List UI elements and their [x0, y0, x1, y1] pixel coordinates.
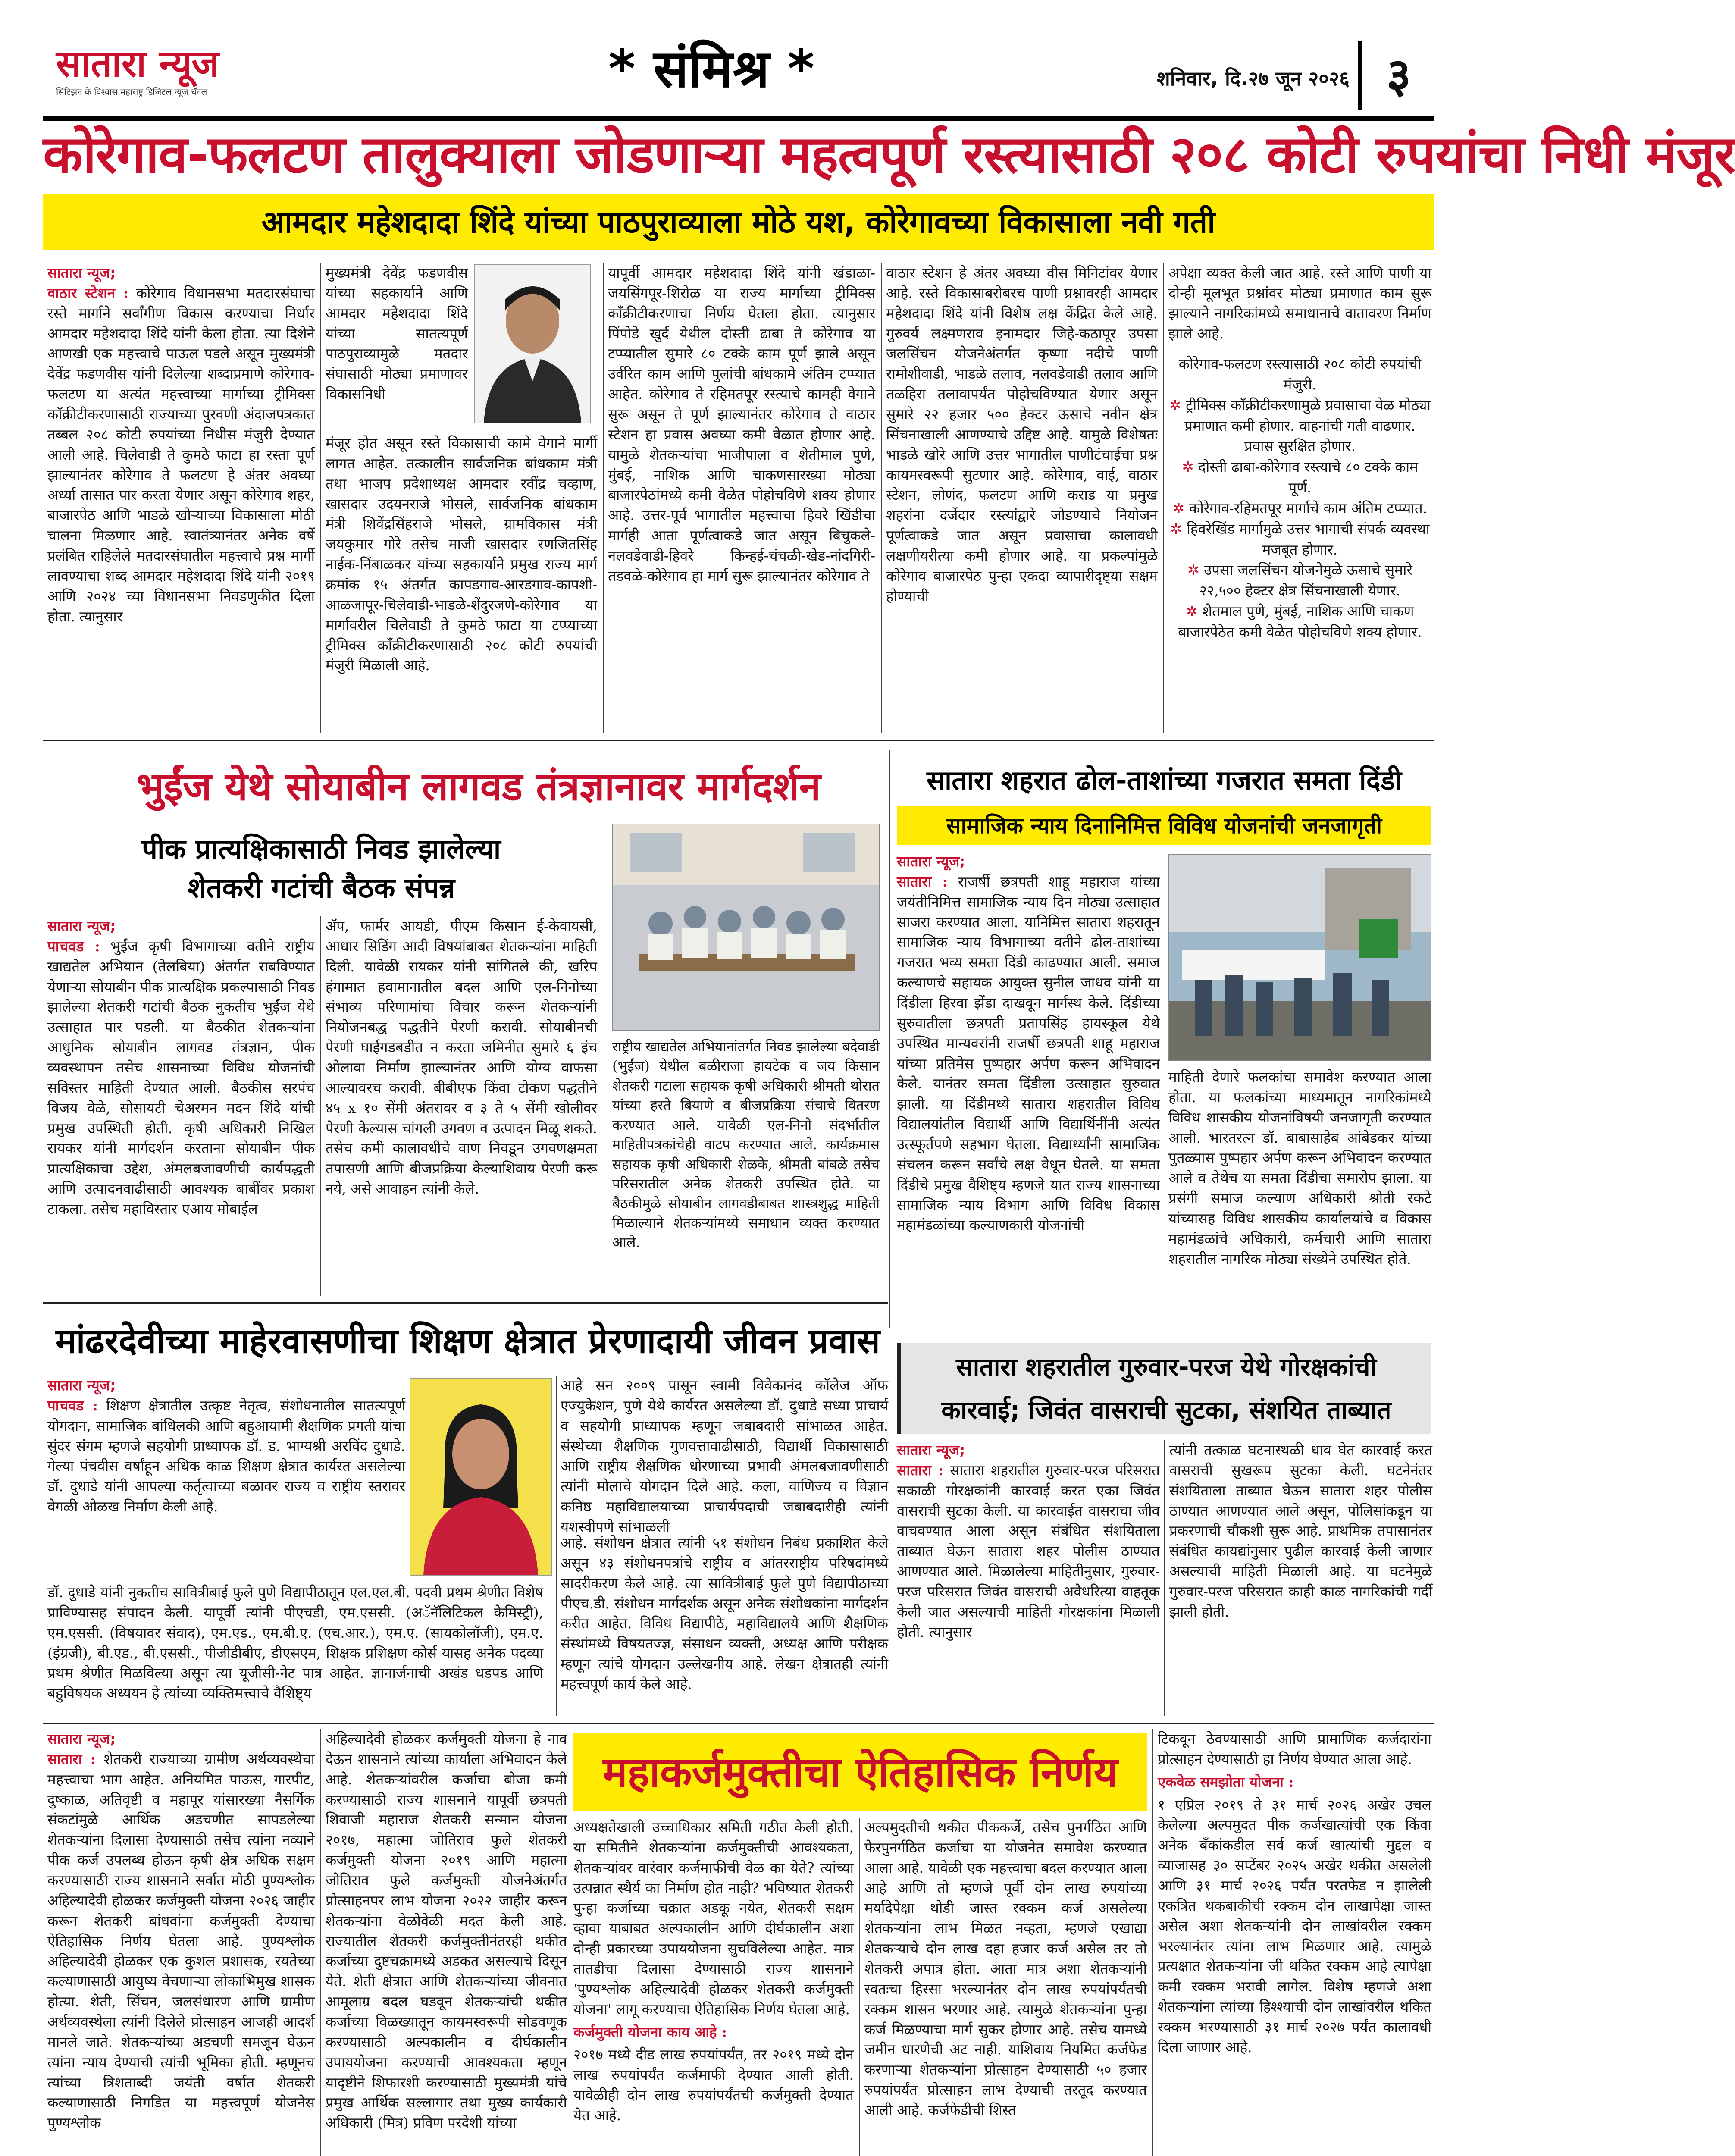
story3-subheadline: सामाजिक न्याय दिनानिमित्त विविध योजनांची जनजागृती	[897, 806, 1431, 845]
story6-column-5	[1158, 1729, 1431, 2156]
page-number: ३	[1358, 41, 1436, 110]
story1-byline: सातारा न्यूज;	[47, 264, 116, 281]
story5-headline: सातारा शहरातील गुरुवार-परज येथे गोरक्षकांची	[956, 1352, 1377, 1382]
highlight-item: ✲ शेतमाल पुणे, मुंबई, नाशिक आणि चाकण बाजारपेठेत कमी वेळेत पोहोचविणे शक्य होणार.	[1178, 603, 1422, 640]
story2-byline: सातारा न्यूज;	[47, 918, 116, 934]
story5-headline-2: कारवाई; जिवंत वासराची सुटका, संशयित ताब्यात	[941, 1395, 1391, 1425]
column-divider	[556, 1376, 557, 1716]
story3-column-2: माहिती देणारे फलकांचा समावेश करण्यात आला होता. या फलकांच्या माध्यमातून नागरिकांमध्ये विविध शासकीय योजनांविषयी जनजागृती करण्यात आली. भारतरत्न डॉ. बाबासाहेब आंबेडकर यांच्या पुतळ्यास पुष्पहार अर्पण करून अभिवादन करण्यात आले व तेथेच या समता दिंडीचा समारोप झाला. या प्रसंगी समाज कल्याण अधिकारी श्रोती रकटे यांच्यासह विविध शासकीय कार्यालयांचे व विकास महामंडळांचे अधिकारी, कर्मचारी आणि सातारा शहरातील नागरिक मोठ्या संख्येने उपस्थित होते.	[1168, 1069, 1431, 1267]
star-bullet-icon: ✲	[1170, 520, 1187, 537]
story3-byline: सातारा न्यूज;	[897, 853, 965, 870]
story6-text-3: अध्यक्षतेखाली उच्चाधिकार समिती गठीत केली होती. या समितीने शेतकऱ्यांना कर्जमुक्तीची आवश्यकता, शेतकऱ्यांवर वारंवार कर्जमाफीची वेळ का येते? त्यांच्या उत्पन्नात स्थैर्य का निर्माण होत नाही? भविष्यात शेतकरी पुन्हा कर्जाच्या चक्रात अडकू नयेत, शेतकरी सक्षम व्हावा याबाबत अल्पकालीन आणि दीर्घकालीन अशा दोन्ही प्रकारच्या उपाययोजना सुचविलेल्या आहेत. मात्र तातडीचा दिलासा देण्यासाठी राज्य शासनाने 'पुण्यश्लोक अहिल्यादेवी होळकर शेतकरी कर्जमुक्ती योजना' लागू करण्याचा ऐतिहासिक निर्णय घेतला आहे.	[573, 1819, 854, 2018]
story3-column-1	[897, 852, 1160, 1326]
story4-headline: मांढरदेवीच्या माहेरवासणीचा शिक्षण क्षेत्रात प्रेरणादायी जीवन प्रवास	[55, 1321, 880, 1361]
story4-column-2b: आहे. संशोधन क्षेत्रात त्यांनी ५१ संशोधन निबंध प्रकाशित केले असून ४३ संशोधनपत्रांचे राष्ट्रीय व आंतरराष्ट्रीय परिषदांमध्ये सादरीकरण केले आहे. त्या सावित्रीबाई फुले पुणे विद्यापीठाच्या पीएच.डी. संशोधन मार्गदर्शक असून अनेक संशोधकांना मार्गदर्शन करीत आहेत. विविध विद्यापीठे, महाविद्यालये आणि शैक्षणिक संस्थांमध्ये विषयतज्ज्ञ, संसाधन व्यक्ती, अध्यक्ष आणि परीक्षक म्हणून त्यांचे योगदान उल्लेखनीय आहे. लेखन क्षेत्रातही त्यांनी महत्त्वपूर्ण कार्य केले आहे.	[561, 1534, 888, 1693]
story6-subhead-1: कर्जमुक्ती योजना काय आहे :	[573, 2023, 727, 2040]
story4-text-1: शिक्षण क्षेत्रातील उत्कृष्ट नेतृत्व, संशोधनातील सातत्यपूर्ण योगदान, सामाजिक बांधिलकी आणि बहुआयामी शैक्षणिक प्रगती यांचा सुंदर संगम म्हणजे सहयोगी प्राध्यापक डॉ. ड. भाग्यश्री अरविंद दुधाडे. गेल्या पंचवीस वर्षांहून अधिक काळ शिक्षण क्षेत्रात कार्यरत असलेल्या डॉ. दुधाडे यांनी आपल्या कर्तृत्वाच्या बळावर राज्य व राष्ट्रीय स्तरावर वेगळी ओळख निर्माण केली आहे.	[47, 1397, 406, 1515]
story4-dateline: पाचवड :	[47, 1397, 98, 1414]
story1-dateline: वाठार स्टेशन :	[47, 284, 128, 301]
story5-byline: सातारा न्यूज;	[897, 1442, 965, 1458]
masthead-rule	[43, 116, 1434, 121]
story2-dateline: पाचवड :	[47, 937, 100, 955]
story6-byline: सातारा न्यूज;	[47, 1730, 116, 1747]
story2-headline: भुईंज येथे सोयाबीन लागवड तंत्रज्ञानावर मार्गदर्शन	[136, 764, 821, 809]
story2-photo-caption: राष्ट्रीय खाद्यतेल अभियानांतर्गत निवड झालेल्या बदेवाडी (भुईंज) येथील बळीराजा हायटेक व जय किसान शेतकरी गटाला सहायक कृषी अधिकारी श्रीमती थोरात यांच्या हस्ते बियाणे व बीजप्रक्रिया संचाचे वितरण करण्यात आले. यावेळी एल-निनो संदर्भातील माहितीपत्रकांचेही वाटप करण्यात आले. कार्यक्रमास सहायक कृषी अधिकारी शेळके, श्रीमती बांबळे तसेच परिसरातील अनेक शेतकरी उपस्थित होते. या बैठकीमुळे सोयाबीन लागवडीबाबत शास्त्रशुद्ध माहिती मिळाल्याने शेतकऱ्यांमध्ये समाधान व्यक्त करण्यात आले.	[612, 1038, 880, 1251]
column-divider	[1164, 1440, 1165, 1716]
column-divider	[881, 263, 882, 733]
story2-column-2: ॲप, फार्मर आयडी, पीएम किसान ई-केवायसी, आधार सिडिंग आदी विषयांबाबत शेतकऱ्यांना माहिती दिली. यावेळी रायकर यांनी सांगितले की, खरिप हंगामात हवामानातील बदल आणि एल-निनोच्या संभाव्य परिणामांचा विचार करून शेतकऱ्यांनी नियोजनबद्ध पद्धतीने पेरणी करावी. सोयाबीनची पेरणी घाईगडबडीत न करता जमिनीत सुमारे ६ इंच ओलावा निर्माण झाल्यानंतर आणि योग्य वाफसा आल्यावरच करावी. बीबीएफ किंवा टोकण पद्धतीने ४५ x १० सेंमी अंतरावर व ३ ते ५ सेंमी खोलीवर पेरणी केल्यास चांगली उगवण व उत्पादन मिळू शकते. तसेच कमी कालावधीचे वाण निवडून उगवणक्षमता तपासणी आणि बीजप्रक्रिया केल्याशिवाय पेरणी करू नये, असे आवाहन त्यांनी केले.	[326, 918, 597, 1197]
story4-byline: सातारा न्यूज;	[47, 1377, 116, 1394]
column-divider	[320, 916, 321, 1296]
highlight-item: ✲ उपसा जलसिंचन योजनेमुळे ऊसाचे सुमारे २२,५०० हेक्टर क्षेत्र सिंचनाखाली येणार.	[1187, 561, 1412, 599]
meeting-photo-image	[612, 824, 880, 1031]
highlight-item: ✲ हिवरेखिंड मार्गामुळे उत्तर भागाची संपर्क व्यवस्था मजबूत होणार.	[1170, 520, 1430, 558]
story1-column-1	[47, 263, 315, 737]
story1-headline: कोरेगाव-फलटण तालुक्याला जोडणाऱ्या महत्वपूर्ण रस्त्यासाठी २०८ कोटी रुपयांचा निधी मंजूर	[43, 125, 1735, 185]
story6-text-1: शेतकरी राज्याच्या ग्रामीण अर्थव्यवस्थेचा महत्त्वाचा भाग आहेत. अनियमित पाऊस, गारपीट, दुष्काळ, अतिवृष्टी व महापूर यांसारख्या नैसर्गिक संकटांमुळे आर्थिक अडचणीत सापडलेल्या शेतकऱ्यांना दिलासा देण्यासाठी तसेच त्यांना नव्याने पीक कर्ज उपलब्ध होऊन कृषी क्षेत्र अधिक सक्षम करण्यासाठी राज्य शासनाने सर्वात मोठी पुण्यश्लोक अहिल्यादेवी होळकर कर्जमुक्ती योजना २०२६ जाहीर करून शेतकरी बांधवांना कर्जमुक्ती देण्याचा ऐतिहासिक निर्णय घेतला आहे. पुण्यश्लोक अहिल्यादेवी होळकर एक कुशल प्रशासक, रयतेच्या कल्याणासाठी आयुष्य वेचणाऱ्या लोकाभिमुख शासक होत्या. शेती, सिंचन, जलसंधारण आणि ग्रामीण अर्थव्यवस्थेला त्यांनी दिलेले प्रोत्साहन आजही आदर्श मानले जाते. शेतकऱ्यांच्या अडचणी समजून घेऊन त्यांना न्याय देण्याची त्यांची भूमिका होती. म्हणूनच त्यांच्या त्रिशताब्दी जयंती वर्षात शेतकरी कल्याणासाठी निगडित या महत्त्वपूर्ण योजनेस पुण्यश्लोक	[47, 1750, 315, 2131]
column-divider	[320, 1729, 321, 2156]
author-portrait-image	[410, 1378, 552, 1576]
story6-headline: महाकर्जमुक्तीचा ऐतिहासिक निर्णय	[573, 1733, 1147, 1811]
story6-column-1	[47, 1729, 315, 2156]
issue-date: शनिवार, दि.२७ जून २०२६	[1156, 67, 1350, 90]
story6-text-5a: टिकवून ठेवण्यासाठी आणि प्रामाणिक कर्जदारांना प्रोत्साहन देण्यासाठी हा निर्णय घेण्यात आला आहे.	[1158, 1730, 1431, 1767]
story6-column-2: अहिल्यादेवी होळकर कर्जमुक्ती योजना हे नाव देऊन शासनाने त्यांच्या कार्याला अभिवादन केले आहे. शेतकऱ्यांवरील कर्जाचा बोजा कमी करण्यासाठी राज्य शासनाने यापूर्वी छत्रपती शिवाजी महाराज शेतकरी सन्मान योजना २०१७, महात्मा जोतिराव फुले शेतकरी कर्जमुक्ती योजना २०१९ आणि महात्मा जोतिराव फुले कर्जमुक्ती योजनेअंतर्गत प्रोत्साहनपर लाभ योजना २०२२ जाहीर करून शेतकऱ्यांना वेळोवेळी मदत केली आहे. राज्यातील शेतकरी कर्जमुक्तीनंतरही थकीत कर्जाच्या दुष्टचक्रामध्ये अडकत असल्याचे दिसून येते. शेती क्षेत्रात आणि शेतकऱ्यांच्या जीवनात आमूलाग्र बदल घडवून शेतकऱ्यांची थकीत कर्जाच्या विळख्यातून कायमस्वरूपी सोडवणूक करण्यासाठी अल्पकालीन व दीर्घकालीन उपाययोजना करण्याची आवश्यकता म्हणून यादृष्टीने शिफारशी करण्यासाठी मुख्यमंत्री यांचे प्रमुख आर्थिक सल्लागार तथा मुख्य कार्यकारी अधिकारी (मित्र) प्रविण परदेशी यांच्या	[326, 1730, 567, 2131]
story1-column-3: यापूर्वी आमदार महेशदादा शिंदे यांनी खंडाळा-जयसिंगपूर-शिरोळ या राज्य मार्गाच्या ट्रीमिक्स काँक्रीटीकरणाचा निर्णय घेतला होता. त्यानुसार पिंपोडे खुर्द येथील दोस्ती ढाबा ते कोरेगाव या टप्प्यातील सुमारे ८० टक्के काम पूर्ण झाले असून उर्वरित काम आणि पुलांची बांधकामे अंतिम टप्प्यात आहेत. कोरेगाव ते रहिमतपूर रस्त्याचे कामही वेगाने सुरू असून ते पूर्ण झाल्यानंतर कोरेगाव ते वाठार स्टेशन हा प्रवास अवघ्या कमी वेळात होणार आहे. यामुळे शेतकऱ्यांचा भाजीपाला व शेतीमाल पुणे, मुंबई, नाशिक आणि चाकणसारख्या मोठ्या बाजारपेठांमध्ये कमी वेळेत पोहोचविणे शक्य होणार आहे. उत्तर-पूर्व भागातील महत्त्वाचा हिवरे खिंडीचा मार्गही आता पूर्णत्वाकडे जात असून बिचुकले-नलवडेवाडी-हिवरे किन्हई-चंचळी-खेड-नांदगिरी-तडवळे-कोरेगाव हा मार्ग सुरू झाल्यानंतर कोरेगाव ते	[608, 264, 875, 584]
story1-column-2a: मुख्यमंत्री देवेंद्र फडणवीस यांच्या सहकार्याने आणि आमदार महेशदादा शिंदे यांच्या सातत्यपूर्ण पाठपुराव्यामुळे मतदार संघासाठी मोठ्या प्रमाणावर विकासनिधी	[326, 264, 468, 403]
story1-text-1: कोरेगाव विधानसभा मतदारसंघाचा रस्ते मार्गाने सर्वांगीण विकास करण्याचा निर्धार आमदार महेशदादा शिंदे यांनी केला होता. त्या दिशेने आणखी एक महत्त्वाचे पाऊल पडले असून मुख्यमंत्री देवेंद्र फडणवीस यांनी दिलेल्या शब्दाप्रमाणे कोरेगाव-फलटण या अत्यंत महत्त्वाच्या मार्गाच्या ट्रीमिक्स काँक्रीटीकरणासाठी राज्याच्या पुरवणी अंदाजपत्रकात तब्बल २०८ कोटी रुपयांच्या निधीस मंजुरी देण्यात आली आहे. चिलेवाडी ते कुमठे फाटा हा रस्ता पूर्ण झाल्यानंतर कोरेगाव ते फलटण हे अंतर अवघ्या अर्ध्या तासात पार करता येणार असून कोरेगाव शहर, बाजारपेठ आणि भाडळे खोऱ्याच्या विकासाला मोठी चालना मिळणार आहे. स्वातंत्र्यानंतर अनेक वर्षे प्रलंबित राहिलेले मतदारसंघातील महत्त्वाचे प्रश्न मार्गी लावण्याचा शब्द आमदार महेशदादा शिंदे यांनी २०१९ आणि २०२४ च्या विधानसभा निवडणुकीत दिला होता. त्यानुसार	[47, 284, 315, 625]
story2-text-1: भुईंज कृषी विभागाच्या वतीने राष्ट्रीय खाद्यतेल अभियान (तेलबिया) अंतर्गत राबविण्यात येणाऱ्या सोयाबीन पीक प्रात्यक्षिक प्रकल्पासाठी निवड झालेल्या शेतकरी गटांची बैठक नुकतीच भुईंज येथे उत्साहात पार पडली. या बैठकीत शेतकऱ्यांना आधुनिक सोयाबीन लागवड तंत्रज्ञान, पीक व्यवस्थापन तसेच शासनाच्या विविध योजनांची सविस्तर माहिती देण्यात आली. बैठकीस सरपंच विजय वेळे, सोसायटी चेअरमन मदन शिंदे यांची प्रमुख उपस्थिती होती. कृषी अधिकारी निखिल रायकर यांनी मार्गदर्शन करताना सोयाबीन पीक प्रात्यक्षिकाचा उद्देश, अंमलबजावणीची कार्यपद्धती आणि उत्पादनवाढीसाठी आवश्यक बाबींवर प्रकाश टाकला. तसेच महाविस्तार एआय मोबाईल	[47, 937, 315, 1218]
column-divider	[603, 263, 604, 733]
star-bullet-icon: ✲	[1187, 561, 1204, 579]
logo-tagline: सिटिझन के विश्वास महाराष्ट्र डिजिटल न्यूज चॅनल	[56, 87, 207, 97]
column-divider	[889, 750, 890, 1328]
section-title: * संमिश्र *	[608, 39, 814, 99]
story6-text-5b: १ एप्रिल २०१९ ते ३१ मार्च २०२६ अखेर उचल केलेल्या अल्पमुदत पीक कर्जखात्यांची एक किंवा अनेक बँकांकडील सर्व कर्ज खात्यांची मुद्दल व व्याजासह ३० सप्टेंबर २०२५ अखेर थकीत असलेली आणि ३१ मार्च २०२६ पर्यंत परतफेड न झालेली एकत्रित थकबाकीची रक्कम दोन लाखापेक्षा जास्त असेल अशा शेतकऱ्यांनी दोन लाखांवरील रक्कम भरल्यानंतर त्यांना लाभ मिळणार आहे. त्यामुळे प्रत्यक्षात शेतकऱ्यांना जी थकित रक्कम आहे त्यापेक्षा कमी रक्कम भरावी लागेल. विशेष म्हणजे अशा शेतकऱ्यांना त्यांच्या हिश्श्याची दोन लाखांवरील थकित रक्कम भरण्यासाठी ३१ मार्च २०२७ पर्यंत कालावधी दिला जाणार आहे.	[1158, 1796, 1431, 2056]
section-divider	[43, 1723, 1434, 1724]
story6-column-3	[573, 1818, 854, 2156]
highlight-item: ✲ कोरेगाव-रहिमतपूर मार्गाचे काम अंतिम टप्प्यात.	[1172, 499, 1428, 517]
story4-column-1a	[47, 1376, 405, 1583]
column-divider	[1152, 1729, 1153, 2156]
column-divider	[1163, 263, 1164, 733]
story1-highlights	[1168, 354, 1431, 733]
story1-column-4: वाठार स्टेशन हे अंतर अवघ्या वीस मिनिटांवर येणार आहे. रस्ते विकासाबरोबरच पाणी प्रश्नावरही आमदार महेशदादा शिंदे यांनी विशेष लक्ष केंद्रित केले आहे. गुरुवर्य लक्ष्मणराव इनामदार जिहे-कठापूर उपसा जलसिंचन योजनेअंतर्गत कृष्णा नदीचे पाणी रामोशीवाडी, भाडळे तलाव, नलवडेवाडी तलाव आणि तळहिरा तलावापर्यंत पोहोचविण्यात येणार असून सुमारे २२ हजार ५०० हेक्टर ऊसाचे नवीन क्षेत्र सिंचनाखाली आणण्याचे उद्दिष्ट आहे. यामुळे विशेषतः भाडळे खोरे आणि उत्तर भागातील पाणीटंचाईचा प्रश्न कायमस्वरूपी सुटणार आहे. कोरेगाव, वाई, वाठार स्टेशन, लोणंद, फलटण आणि कराड या प्रमुख शहरांना दर्जेदार रस्त्यांद्वारे जोडण्याचे नियोजन पूर्णत्वाकडे जात असून प्रवासाचा कालावधी लक्षणीयरीत्या कमी होणार आहे. या प्रकल्पांमुळे कोरेगाव बाजारपेठ पुन्हा एकदा व्यापारीदृष्ट्या सक्षम होण्याची	[886, 264, 1158, 605]
highlight-item: ✲ ट्रीमिक्स काँक्रीटीकरणामुळे प्रवासाचा वेळ मोठ्या प्रमाणात कमी होणार. वाहनांची गती वाढणार. प्रवास सुरक्षित होणार.	[1169, 396, 1431, 455]
highlight-item: कोरेगाव-फलटण रस्त्यासाठी २०८ कोटी रुपयांची मंजुरी.	[1178, 355, 1422, 393]
star-bullet-icon: ✲	[1182, 458, 1199, 476]
story2-column-1	[47, 916, 315, 1300]
logo-name: सातारा न्यूज	[56, 42, 219, 85]
highlight-item: ✲ दोस्ती ढाबा-कोरेगाव रस्त्याचे ८० टक्के काम पूर्ण.	[1182, 458, 1418, 496]
story2-subheadline-2: शेतकरी गटांची बैठक संपन्न	[188, 872, 455, 904]
star-bullet-icon: ✲	[1169, 396, 1186, 414]
column-divider	[859, 1818, 860, 2156]
mla-portrait-image	[474, 264, 591, 423]
story6-column-4: अल्पमुदतीची थकीत पीककर्जे, तसेच पुनर्गठित आणि फेरपुनर्गठित कर्जाचा या योजनेत समावेश करण्यात आला आहे. यावेळी एक महत्त्वाचा बदल करण्यात आला आहे आणि तो म्हणजे पूर्वी दोन लाख रुपयांच्या मर्यादेपेक्षा थोडी जास्त रक्कम कर्ज असलेल्या शेतकऱ्यांना लाभ मिळत नव्हता, म्हणजे एखाद्या शेतकऱ्याचे दोन लाख दहा हजार कर्ज असेल तर तो शेतकरी अपात्र होता. आता मात्र अशा शेतकऱ्यांनी स्वतःचा हिस्सा भरल्यानंतर दोन लाख रुपयांपर्यंतची रक्कम शासन भरणार आहे. त्यामुळे शेतकऱ्यांना पुन्हा कर्ज मिळण्याचा मार्ग सुकर होणार आहे. तसेच यामध्ये जमीन धारणेची अट नाही. याशिवाय नियमित कर्जफेड करणाऱ्या शेतकऱ्यांना प्रोत्साहन देण्यासाठी ५० हजार रुपयांपर्यंत प्रोत्साहन लाभ देण्याची तरतूद करण्यात आली आहे. कर्जफेडीची शिस्त	[864, 1819, 1147, 2119]
story1-column-2b: मंजूर होत असून रस्ते विकासाची कामे वेगाने मार्गी लागत आहेत. तत्कालीन सार्वजनिक बांधकाम मंत्री तथा भाजप प्रदेशाध्यक्ष आमदार रवींद्र चव्हाण, खासदार उदयनराजे भोसले, सार्वजनिक बांधकाम मंत्री शिवेंद्रसिंहराजे भोसले, ग्रामविकास मंत्री जयकुमार गोरे तसेच माजी खासदार रणजितसिंह नाईक-निंबाळकर यांच्या सहकार्याने प्रमुख राज्य मार्ग क्रमांक १५ अंतर्गत कापडगाव-आरडगाव-कापशी-आळजापूर-चिलेवाडी-भाडळे-शेंदुरजणे-कोरेगाव या मार्गावरील चिलेवाडी ते कुमठे फाटा या टप्प्याच्या ट्रीमिक्स काँक्रीटीकरणासाठी २०८ कोटी रुपयांची मंजुरी मिळाली आहे.	[326, 435, 597, 674]
masthead-logo	[56, 42, 237, 114]
story4-column-2a: आहे सन २००९ पासून स्वामी विवेकानंद कॉलेज ऑफ एज्युकेशन, पुणे येथे कार्यरत असलेल्या डॉ. दुधाडे सध्या प्राचार्य व सहयोगी प्राध्यापक म्हणून जबाबदारी सांभाळत आहेत. संस्थेच्या शैक्षणिक गुणवत्तावाढीसाठी, विद्यार्थी विकासासाठी आणि राष्ट्रीय शैक्षणिक धोरणाच्या प्रभावी अंमलबजावणीसाठी त्यांनी मोलाचे योगदान दिले आहे. कला, वाणिज्य व विज्ञान कनिष्ठ महाविद्यालयाच्या प्राचार्यपदाची जबाबदारीही त्यांनी यशस्वीपणे सांभाळली	[561, 1377, 888, 1536]
story6-dateline: सातारा :	[47, 1750, 96, 1767]
story5-column-2: त्यांनी तत्काळ घटनास्थळी धाव घेत कारवाई करत वासराची सुखरूप सुटका केली. घटनेनंतर संशयिताला ताब्यात घेऊन सातारा शहर पोलीस ठाण्यात आणण्यात आले असून, पोलिसांकडून या प्रकरणाची चौकशी सुरू आहे. प्राथमिक तपासानंतर संबंधित कायद्यांनुसार पुढील कारवाई केली जाणार असल्याची माहिती मिळाली आहे. या घटनेमुळे गुरुवार-परज परिसरात काही काळ नागरिकांची गर्दी झाली होती.	[1169, 1442, 1432, 1620]
story5-column-1	[897, 1440, 1160, 1716]
rally-photo-image	[1168, 854, 1431, 1061]
story3-dateline: सातारा :	[897, 873, 948, 890]
star-bullet-icon: ✲	[1172, 499, 1189, 517]
column-divider	[320, 263, 321, 733]
story5-headline-box	[897, 1343, 1431, 1434]
story3-headline: सातारा शहरात ढोल-ताशांच्या गजरात समता दिंडी	[927, 765, 1402, 796]
section-divider	[43, 740, 1434, 741]
star-bullet-icon: ✲	[1186, 603, 1203, 620]
story6-text-3b: २०१७ मध्ये दीड लाख रुपयांपर्यंत, तर २०१९ मध्ये दोन लाख रुपयांपर्यंत कर्जमाफी देण्यात आली होती. यावेळीही दोन लाख रुपयांपर्यंतची कर्जमुक्ती देण्यात येत आहे.	[573, 2046, 854, 2124]
story3-text-1: राजर्षी छत्रपती शाहू महाराज यांच्या जयंतीनिमित्त सामाजिक न्याय दिन मोठ्या उत्साहात साजरा करण्यात आला. यानिमित्त सातारा शहरातून सामाजिक न्याय विभागाच्या वतीने ढोल-ताशांच्या गजरात भव्य समता दिंडी काढण्यात आली. समाज कल्याणचे सहायक आयुक्त सुनील जाधव यांनी या दिंडीला हिरवा झेंडा दाखवून मार्गस्थ केले. दिंडीच्या सुरुवातीला छत्रपती प्रतापसिंह हायस्कूल येथे उपस्थित मान्यवरांनी राजर्षी छत्रपती शाहू महाराज यांच्या प्रतिमेस पुष्पहार अर्पण करून अभिवादन केले. यानंतर समता दिंडीला उत्साहात सुरुवात झाली. या दिंडीमध्ये सातारा शहरातील विविध विद्यालयांतील विद्यार्थी आणि विद्यार्थिनींनी अत्यंत उत्स्फूर्तपणे सहभाग घेतला. विद्यार्थ्यांनी सामाजिक संचलन करून सर्वांचे लक्ष वेधून घेतले. या समता दिंडीचे प्रमुख वैशिष्ट्य म्हणजे यात राज्य शासनाच्या सामाजिक न्याय विभाग आणि विविध विकास महामंडळांच्या कल्याणकारी योजनांची	[897, 873, 1160, 1234]
section-divider	[43, 1302, 888, 1304]
story1-column-5: अपेक्षा व्यक्त केली जात आहे. रस्ते आणि पाणी या दोन्ही मूलभूत प्रश्नांवर मोठ्या प्रमाणात काम सुरू झाल्याने नागरिकांमध्ये समाधानाचे वातावरण निर्माण झाले आहे.	[1168, 264, 1431, 342]
story5-dateline: सातारा :	[897, 1461, 944, 1479]
story4-column-1b: डॉ. दुधाडे यांनी नुकतीच सावित्रीबाई फुले पुणे विद्यापीठातून एल.एल.बी. पदवी प्रथम श्रेणीत विशेष प्राविण्यासह संपादन केली. यापूर्वी त्यांनी पीएचडी, एम.एससी. (अॅनॅलिटिकल केमिस्ट्री), एम.एससी. (विषयावर संवाद), एम.एड., एम.बी.ए. (एच.आर.), एम.ए. (सायकोलॉजी), एम.ए. (इंग्रजी), बी.एड., बी.एससी., पीजीडीबीए, डीएसएम, शिक्षक प्रशिक्षण कोर्स यासह अनेक पदव्या प्रथम श्रेणीत मिळविल्या असून त्या यूजीसी-नेट पात्र आहेत. ज्ञानार्जनाची अखंड धडपड आणि बहुविषयक अध्ययन हे त्यांच्या व्यक्तिमत्त्वाचे वैशिष्ट्य	[47, 1584, 543, 1702]
story1-subheadline: आमदार महेशदादा शिंदे यांच्या पाठपुराव्याला मोठे यश, कोरेगावच्या विकासाला नवी गती	[43, 194, 1434, 250]
story5-text-1: सातारा शहरातील गुरुवार-परज परिसरात सकाळी गोरक्षकांनी कारवाई करत एका जिवंत वासराची सुटका केली. या कारवाईत वासराचा जीव वाचवण्यात आला असून संबंधित संशयिताला ताब्यात घेऊन सातारा शहर पोलीस ठाण्यात आणण्यात आले. मिळालेल्या माहितीनुसार, गुरुवार-परज परिसरात जिवंत वासराची अवैधरित्या वाहतूक केली जात असल्याची माहिती गोरक्षकांना मिळाली होती. त्यानुसार	[897, 1461, 1160, 1640]
story2-subheadline-1: पीक प्रात्यक्षिकासाठी निवड झालेल्या	[141, 834, 501, 865]
story6-subhead-2: एकवेळ समझोता योजना :	[1158, 1773, 1294, 1790]
